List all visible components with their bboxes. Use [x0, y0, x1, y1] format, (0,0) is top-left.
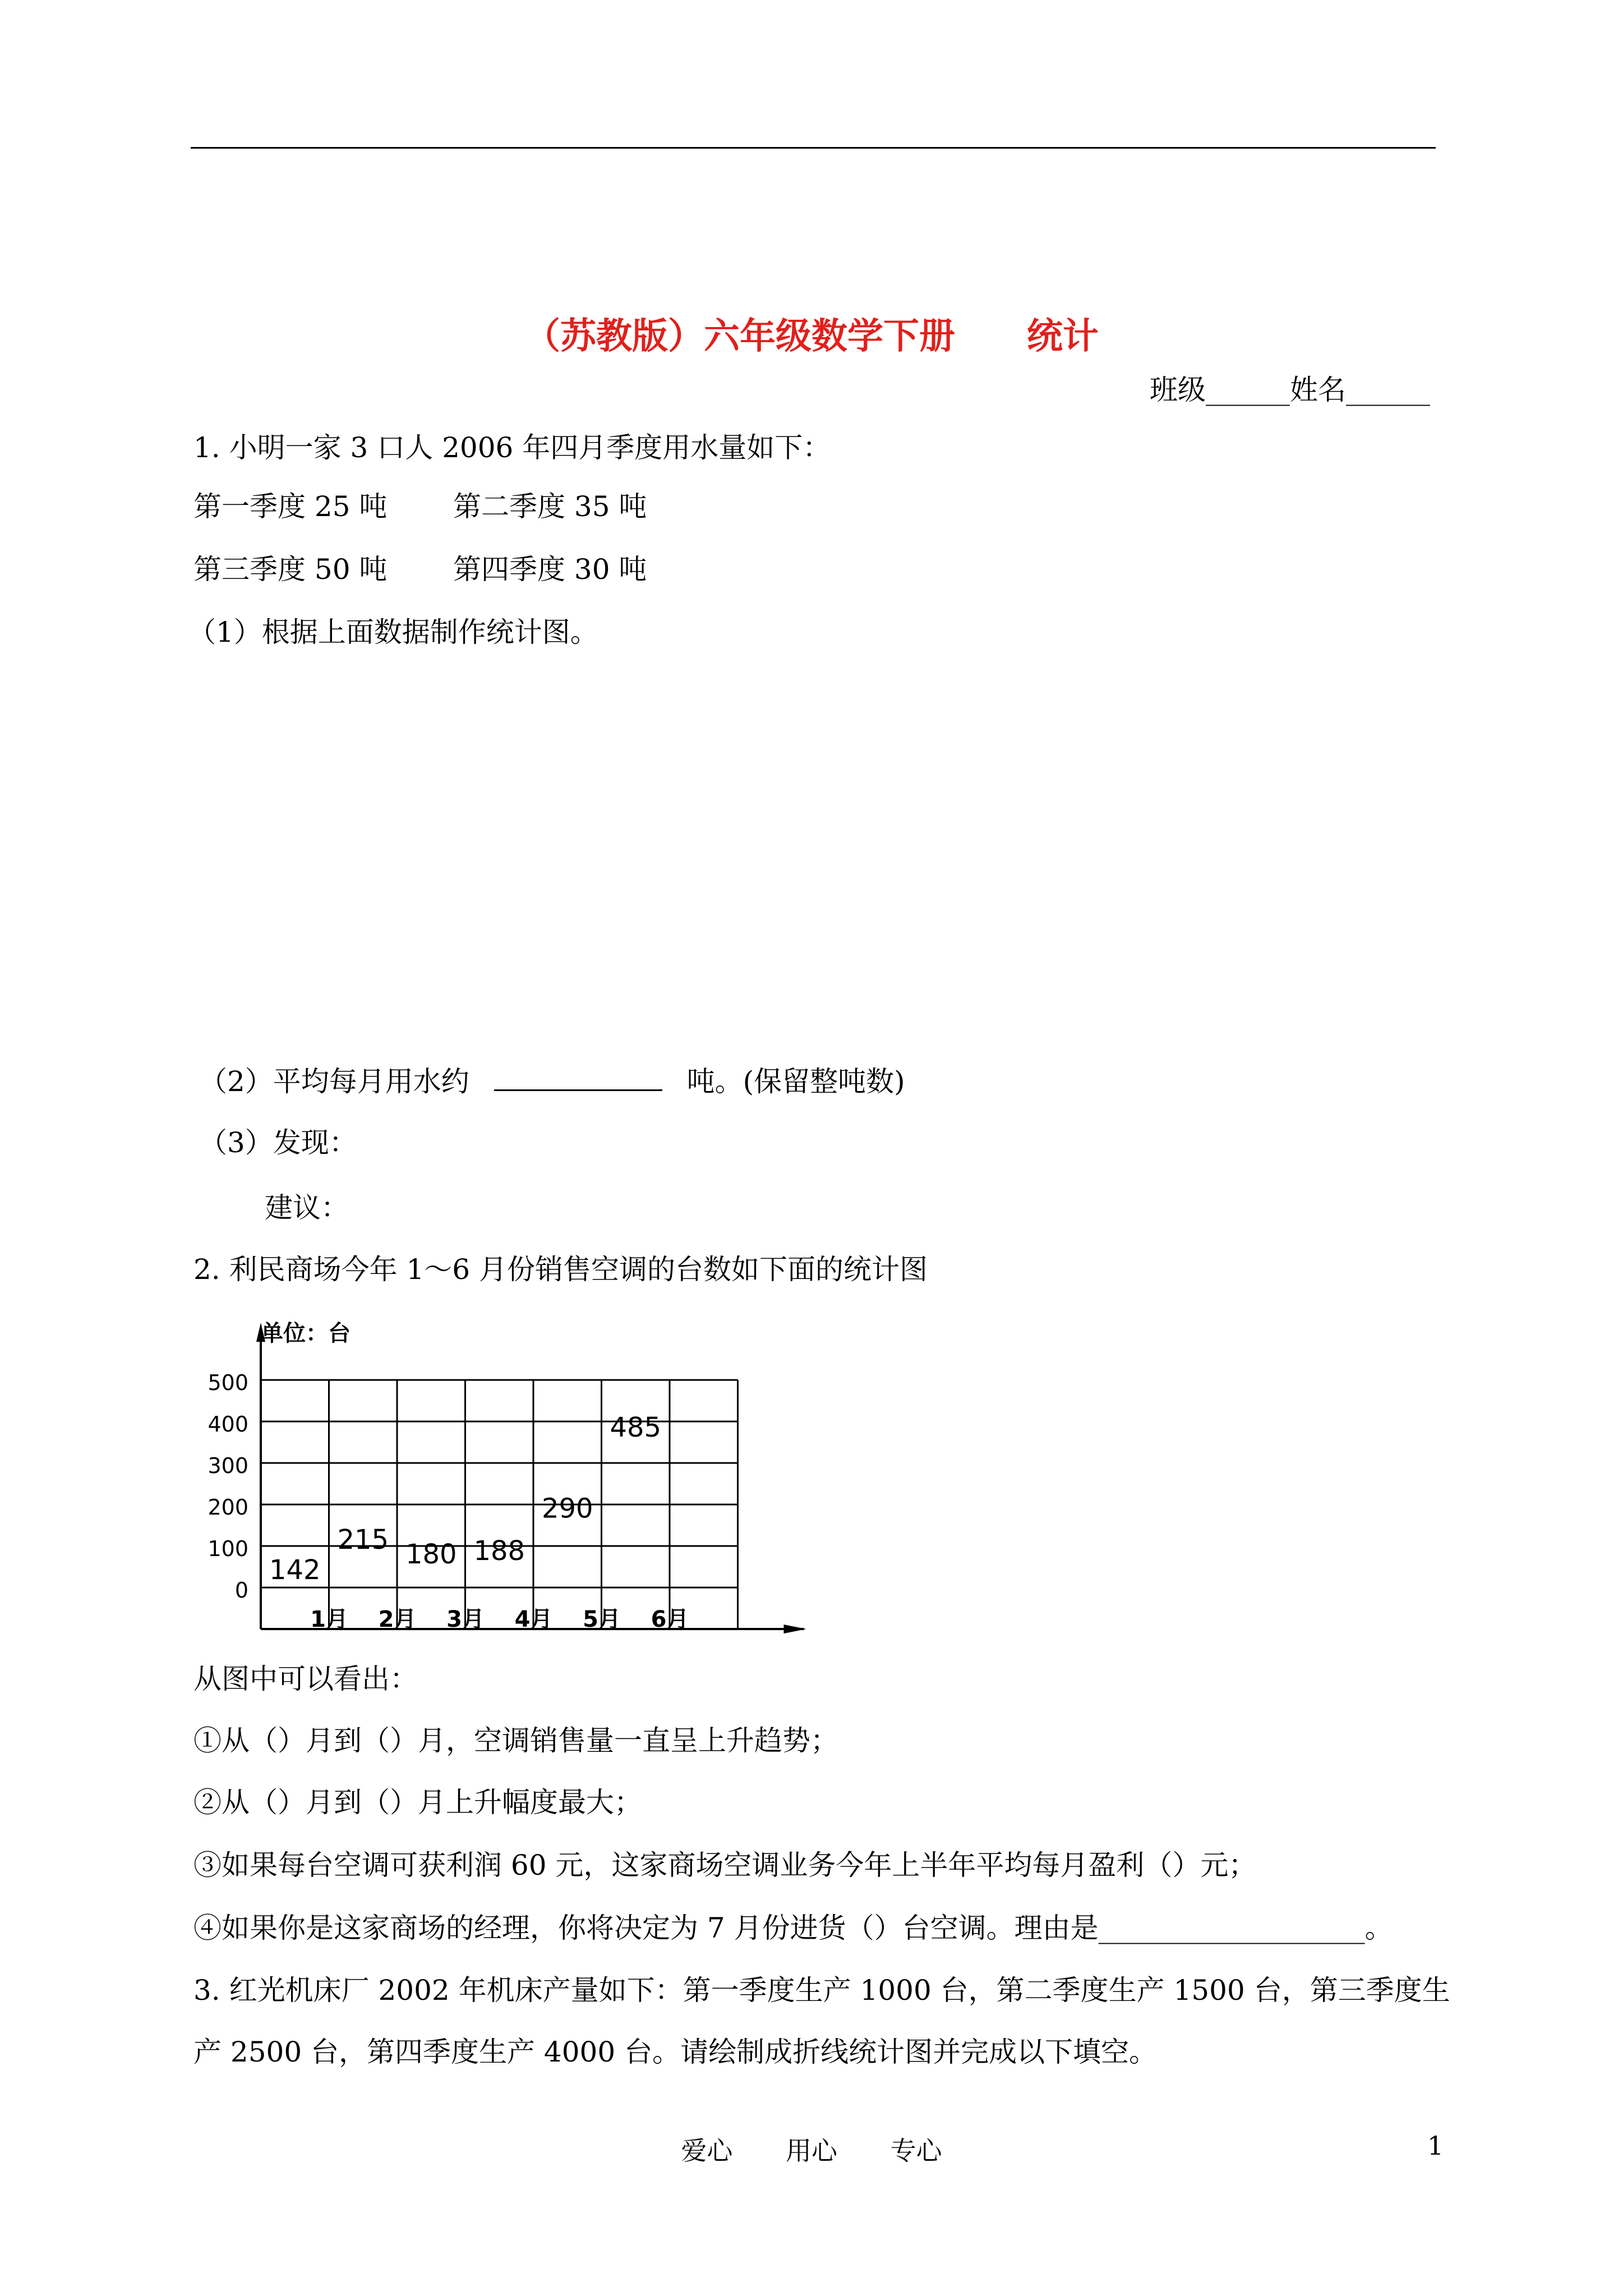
y-tick-labels	[208, 1370, 248, 1603]
q1-data-4: 第四季度 30 吨	[453, 553, 647, 586]
q1-data-1: 第一季度 25 吨	[193, 490, 388, 523]
data-label: 188	[473, 1535, 525, 1567]
q1-part-2	[199, 1065, 905, 1098]
question-3-line-1: 3. 红光机床厂 2002 年机床产量如下：第一季度生产 1000 台，第二季度生产 1500 台，第三季度生	[193, 1974, 1450, 2007]
x-axis-arrow	[784, 1625, 806, 1634]
footer-item-3: 专心	[890, 2136, 942, 2166]
x-tick-label: 4月	[514, 1607, 553, 1632]
y-tick-label: 100	[208, 1536, 248, 1561]
data-label: 180	[405, 1538, 457, 1570]
q2-intro: 从图中可以看出：	[193, 1663, 418, 1695]
footer-item-1: 爱心	[681, 2136, 733, 2166]
x-tick-label: 3月	[446, 1607, 485, 1632]
q1-data-3: 第三季度 50 吨	[193, 553, 388, 586]
unit-label: 单位：台	[261, 1320, 351, 1346]
data-label: 215	[337, 1524, 389, 1556]
q1-part-2-text: （2）平均每月用水约	[199, 1065, 469, 1098]
y-tick-label: 200	[208, 1495, 248, 1520]
q2-item-2: ②从（）月到（）月上升幅度最大；	[193, 1786, 642, 1819]
header-rule	[191, 147, 1436, 149]
document-title: （苏教版）六年级数学下册 统计	[524, 315, 1099, 357]
question-2-stem: 2. 利民商场今年 1～6 月份销售空调的台数如下面的统计图	[193, 1253, 928, 1286]
q1-answer-blank[interactable]	[494, 1089, 662, 1091]
y-tick-label: 0	[234, 1578, 248, 1603]
x-tick-label: 6月	[651, 1607, 689, 1632]
class-name-field: 班级______姓名______	[1150, 374, 1430, 406]
data-label: 485	[610, 1412, 662, 1444]
footer	[0, 2131, 1623, 2168]
q2-item-4: ④如果你是这家商场的经理，你将决定为 7 月份进货（）台空调。理由是___________________。	[193, 1912, 1393, 1944]
y-tick-label: 500	[208, 1370, 248, 1395]
q1-part-3: （3）发现：	[199, 1126, 357, 1159]
data-label: 290	[541, 1493, 593, 1525]
q2-item-3: ③如果每台空调可获利润 60 元，这家商场空调业务今年上半年平均每月盈利（）元；	[193, 1849, 1257, 1881]
question-1-stem: 1. 小明一家 3 口人 2006 年四月季度用水量如下：	[193, 431, 831, 464]
x-tick-label: 1月	[310, 1607, 348, 1632]
q1-part-1: （1）根据上面数据制作统计图。	[188, 616, 598, 648]
q2-item-1: ①从（）月到（）月，空调销售量一直呈上升趋势；	[193, 1724, 838, 1757]
y-tick-label: 300	[208, 1453, 248, 1478]
footer-item-2: 用心	[786, 2136, 837, 2166]
y-tick-label: 400	[208, 1412, 248, 1437]
x-tick-label: 2月	[378, 1607, 417, 1632]
q1-data-2: 第二季度 35 吨	[453, 490, 647, 523]
sales-chart	[199, 1317, 822, 1642]
q1-part-2-unit: 吨。(保留整吨数)	[686, 1065, 905, 1098]
q1-suggestion: 建议：	[265, 1191, 349, 1224]
chart-grid	[261, 1380, 738, 1629]
x-tick-label: 5月	[583, 1607, 621, 1632]
page-number: 1	[1427, 2131, 1444, 2161]
data-label: 142	[269, 1554, 321, 1586]
question-3-line-2: 产 2500 台，第四季度生产 4000 台。请绘制成折线统计图并完成以下填空。	[193, 2036, 1158, 2068]
